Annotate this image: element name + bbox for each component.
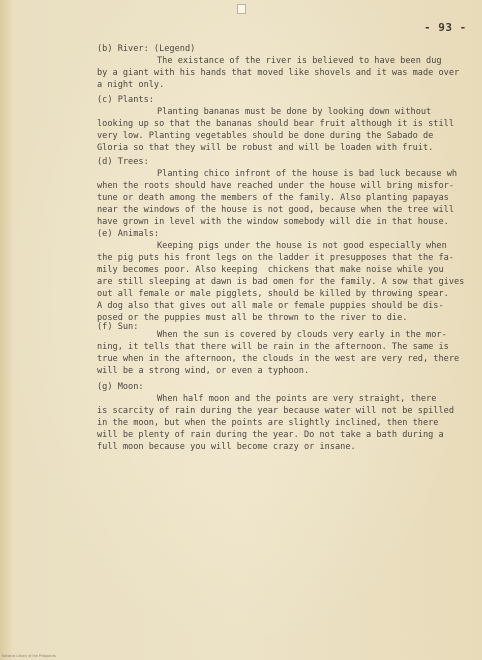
text-line: when the roots should have reached under the house will bring misfor- bbox=[97, 181, 454, 191]
text-line: the pig puts his front legs on the ladder it presupposes that the fa- bbox=[97, 253, 454, 263]
section-heading: (g) Moon: bbox=[97, 382, 144, 392]
text-line: Keeping pigs under the house is not good especially when bbox=[157, 241, 447, 251]
text-line: by a giant with his hands that moved like shovels and it was made over bbox=[97, 68, 460, 78]
section-heading: (b) River: (Legend) bbox=[97, 44, 196, 54]
text-line: Gloria so that they will be robust and will be loaden with fruit. bbox=[97, 143, 434, 153]
text-line: ning, it tells that there will be rain in the afternoon. The same is bbox=[97, 342, 449, 352]
text-line: are still sleeping at dawn is bad omen for the family. A sow that gives bbox=[97, 277, 465, 287]
text-line: mily becomes poor. Also keeping chickens that make noise while you bbox=[97, 265, 444, 275]
text-line: very low. Planting vegetables should be done during the Sabado de bbox=[97, 131, 434, 141]
text-line: a night only. bbox=[97, 80, 165, 90]
text-line: When the sun is covered by clouds very early in the mor- bbox=[157, 330, 447, 340]
text-line: in the moon, but when the points are slightly inclined, then there bbox=[97, 418, 439, 428]
text-line: is scarcity of rain during the year because water will not be spilled bbox=[97, 406, 454, 416]
text-line: The existance of the river is believed to have been dug bbox=[157, 56, 442, 66]
text-line: Planting chico infront of the house is bad luck because wh bbox=[157, 169, 458, 179]
text-line: A dog also that gives out all male or female puppies should be dis- bbox=[97, 301, 444, 311]
text-line: full moon because you will become crazy or insane. bbox=[97, 442, 356, 452]
text-line: posed or the puppies must all be thrown to the river to die. bbox=[97, 313, 408, 323]
text-line: out all female or male pigglets, should be killed by throwing spear. bbox=[97, 289, 449, 299]
text-line: tune or death among the members of the family. Also planting papayas bbox=[97, 193, 449, 203]
page-number: - 93 - bbox=[424, 21, 467, 34]
scan-footer: National Library of the Philippines bbox=[2, 654, 56, 658]
text-line: looking up so that the bananas should bear fruit although it is still bbox=[97, 119, 454, 129]
text-line: will be a strong wind, or even a typhoon. bbox=[97, 366, 310, 376]
section-heading: (d) Trees: bbox=[97, 157, 149, 167]
section-heading: (f) Sun: bbox=[97, 322, 139, 332]
text-line: When half moon and the points are very straight, there bbox=[157, 394, 437, 404]
text-line: have grown in level with the window somebody will die in that house. bbox=[97, 217, 449, 227]
text-line: will be plenty of rain during the year. Do not take a bath during a bbox=[97, 430, 444, 440]
page-edge-marker bbox=[237, 4, 246, 14]
section-heading: (c) Plants: bbox=[97, 95, 154, 105]
section-heading: (e) Animals: bbox=[97, 229, 160, 239]
text-line: near the windows of the house is not good, because when the tree will bbox=[97, 205, 454, 215]
text-line: true when in the afternoon, the clouds in the west are very red, there bbox=[97, 354, 460, 364]
text-line: Planting bananas must be done by looking down without bbox=[157, 107, 432, 117]
